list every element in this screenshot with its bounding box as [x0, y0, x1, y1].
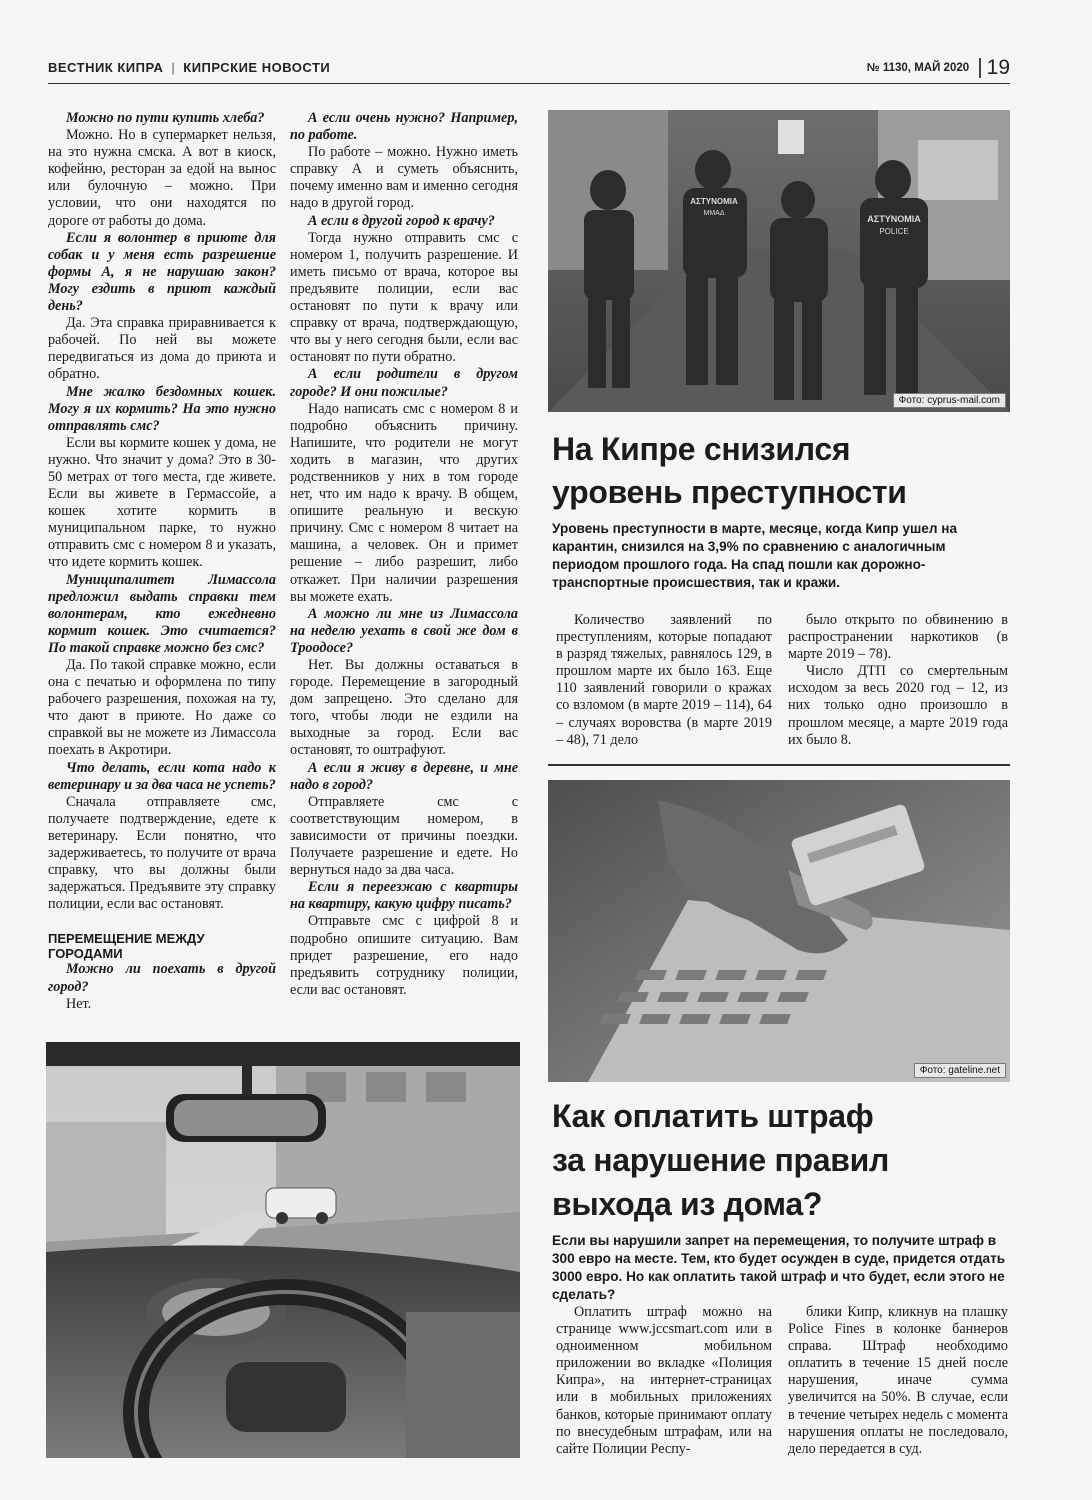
- article2-body-text: блики Кипр, кликнув на плашку Police Fines в колонке баннеров справа. Штраф необходимо оплатить в течение 15 дней после нарушения, иначе сумма увеличится на 50%. В случае, если в течение четырех недель с момента нарушения оплаты не последовало, дело передается в суд.: [788, 1304, 1008, 1457]
- qa-column-1: [48, 110, 276, 1013]
- issue-info: [867, 56, 1010, 80]
- article2-lead: Если вы нарушили запрет на перемещения, то получите штраф в 300 евро на месте. Тем, кто будет осужден в суде, придется отдать 3000 евро. Но как оплатить такой штраф и что будет, если этого не сделать?: [552, 1233, 1006, 1302]
- card-payment-illustration: [548, 780, 1010, 1082]
- article2-body-text: Оплатить штраф можно на странице www.jccsmart.com или в одноименном мобильном приложении во вкладке «Полиция Кипра», на интернет-страницах или в мобильных приложениях банков, которые принимают оплату по внесудебным штрафам, или на сайте Полиции Респу-: [556, 1304, 772, 1457]
- header-vbar: [979, 58, 981, 78]
- article2-body-col2: [788, 1304, 1008, 1458]
- police-badge-sub-2: ΜΜΑΔ: [703, 210, 725, 217]
- question: Что делать, если кота надо к ветеринару и за два часа не успеть?: [48, 759, 276, 793]
- article1-body-text: было открыто по обвинению в распространении наркотиков (в марте 2019 – 78).: [788, 612, 1008, 663]
- article2-headline-line3: выхода из дома?: [552, 1186, 823, 1222]
- qa-column-2: [290, 110, 518, 999]
- article1-headline-line1: На Кипре снизился: [552, 431, 851, 467]
- question: Если я волонтер в приюте для собак и у меня есть разрешение формы А, я не нарушаю закон? Могу ездить в приют каждый день?: [48, 229, 276, 315]
- car-interior-photo: [46, 1042, 520, 1458]
- issue-number: № 1130, МАЙ 2020: [866, 62, 970, 74]
- police-badge-sub: POLICE: [879, 227, 909, 236]
- answer: Надо написать смс с номером 8 и подробно объяснить причину. Напишите, что родители не могут ходить в магазин, что других родственников у них в том городе нет, что им надо к врачу. В общем, опишите реальную и вескую причину. Смс с номером 8 читает на машина, а человек. Он и примет решение – либо разрешит, либо откажет. При наличии разрешения вы можете ехать.: [290, 400, 518, 605]
- question: А если в другой город к врачу?: [308, 212, 495, 229]
- car-interior-illustration: [46, 1042, 520, 1458]
- police-badge-text-2: ΑΣΤΥΝΟΜΙΑ: [690, 197, 738, 206]
- question: А если родители в другом городе? И они пожилые?: [290, 366, 518, 400]
- answer: Отправляете смс с соответствующим номером, в зависимости от причины поездки. Получаете разрешение и едете. Но вернуться надо за два часа.: [290, 793, 518, 879]
- article2-body-col1: [556, 1304, 772, 1458]
- police-patrol-photo: [548, 110, 1010, 412]
- question: Муниципалитет Лимассола предложил выдать справки тем волонтерам, кто ежедневно кормит кошек. Это считается? По такой справке можно без смс?: [48, 571, 276, 656]
- answer: Да. По такой справке можно, если она с печатью и оформлена по типу рабочего разрешения, похожая на ту, что дают в приюте. Но даже со справкой вы не можете из Лимассола поехать в Акротири.: [48, 657, 276, 759]
- section-name: КИПРСКИЕ НОВОСТИ: [183, 60, 331, 75]
- answer: Да. Эта справка приравнивается к рабочей. По ней вы можете передвигаться из дома до приюта и обратно.: [48, 315, 276, 383]
- article1-headline-line2: уровень преступности: [552, 474, 907, 510]
- article1-body-col1: [556, 612, 772, 749]
- answer: Отправьте смс с цифрой 8 и подробно опишите ситуацию. Вам придет разрешение, его надо предъявить сотруднику полиции, если вас остановят.: [290, 913, 518, 998]
- answer: Нет. Вы должны оставаться в городе. Перемещение в загородный дом запрещено. Это сделано для того, чтобы люди не ездили на выходные за город. Если вас остановят, то оштрафуют.: [290, 657, 518, 759]
- answer: По работе – можно. Нужно иметь справку А и суметь объяснить, почему именно вам и именно сегодня надо в другой город.: [290, 144, 518, 212]
- article1-headline: [552, 428, 1012, 514]
- question: А если я живу в деревне, и мне надо в город?: [290, 759, 518, 793]
- photo-credit: Фото: cyprus-mail.com: [893, 393, 1006, 408]
- answer: Если вы кормите кошек у дома, не нужно. Что значит у дома? Это в 30-50 метрах от того места, где живете. Если вы живете в Гермассойе, а кошек хотите кормить в муниципальном парке, то нужно отправить смс с номером 8 и указать, что идете кормить кошек.: [48, 434, 276, 571]
- page-header: [48, 54, 1010, 84]
- article1-body-col2: [788, 612, 1008, 749]
- article1-lead: Уровень преступности в марте, месяце, когда Кипр ушел на карантин, снизился на 3,9% по сравнению с аналогичным периодом прошлого года. На спад пошли как дорожно-транспортные происшествия, так и кражи.: [552, 521, 958, 590]
- section-subheading: ПЕРЕМЕЩЕНИЕ МЕЖДУ ГОРОДАМИ: [48, 931, 205, 962]
- answer: Нет.: [66, 995, 92, 1012]
- article1-body-text: Число ДТП со смертельным исходом за весь 2020 год – 12, из них только одно произошло в прошлом месяце, а марте 2019 года их было 8.: [788, 663, 1008, 748]
- article2-headline: [552, 1094, 1012, 1226]
- article1-body-text: Количество заявлений по преступлениям, которые попадают в разряд тяжелых, равнялось 129, в прошлом марте их было 163. Еще 110 заявлений говорили о кражах со взломом (в марте 2019 – 114), 64 – случаях воровства (в марте 2019 – 48), 71 дело: [556, 612, 772, 748]
- question: Если я переезжаю с квартиры на квартиру, какую цифру писать?: [290, 879, 518, 913]
- answer: Можно. Но в супермаркет нельзя, на это нужна смска. А вот в киоск, кофейню, ресторан за едой на вынос или булочную – можно. При условии, что они находятся по дороге от работы до дома.: [48, 127, 276, 229]
- police-patrol-illustration: [548, 110, 1010, 412]
- header-separator: |: [171, 60, 176, 75]
- question: Мне жалко бездомных кошек. Могу я их кормить? На это нужно отправлять смс?: [48, 383, 276, 434]
- question: Можно по пути купить хлеба?: [66, 110, 265, 126]
- page-number: 19: [986, 56, 1010, 79]
- question: Можно ли поехать в другой город?: [48, 961, 276, 995]
- article-divider: [548, 764, 1010, 766]
- card-payment-photo: [548, 780, 1010, 1082]
- police-badge-text: ΑΣΤΥΝΟΜΙΑ: [867, 214, 921, 224]
- question: А можно ли мне из Лимассола на неделю уехать в свой же дом в Троодосе?: [290, 605, 518, 656]
- answer: Сначала отправляете смс, получаете подтверждение, едете к ветеринару. Если понятно, что задерживаетесь, то получите от врача справку, что вы должны были задержаться. Предъявите эту справку полиции, если вас остановят.: [48, 793, 276, 913]
- answer: Тогда нужно отправить смс с номером 1, получить разрешение. И иметь письмо от врача, которое вы предъявите полиции, если вас остановят по пути к врачу или справку от врача, подтверждающую, что вы у него сегодня были, если вас остановят по пути обратно.: [290, 229, 518, 366]
- masthead: [48, 60, 330, 75]
- question: А если очень нужно? Например, по работе.: [290, 110, 518, 144]
- publication-name: ВЕСТНИК КИПРА: [48, 60, 164, 75]
- photo-credit: Фото: gateline.net: [914, 1063, 1006, 1078]
- article2-headline-line2: за нарушение правил: [552, 1142, 890, 1178]
- article2-headline-line1: Как оплатить штраф: [552, 1098, 874, 1134]
